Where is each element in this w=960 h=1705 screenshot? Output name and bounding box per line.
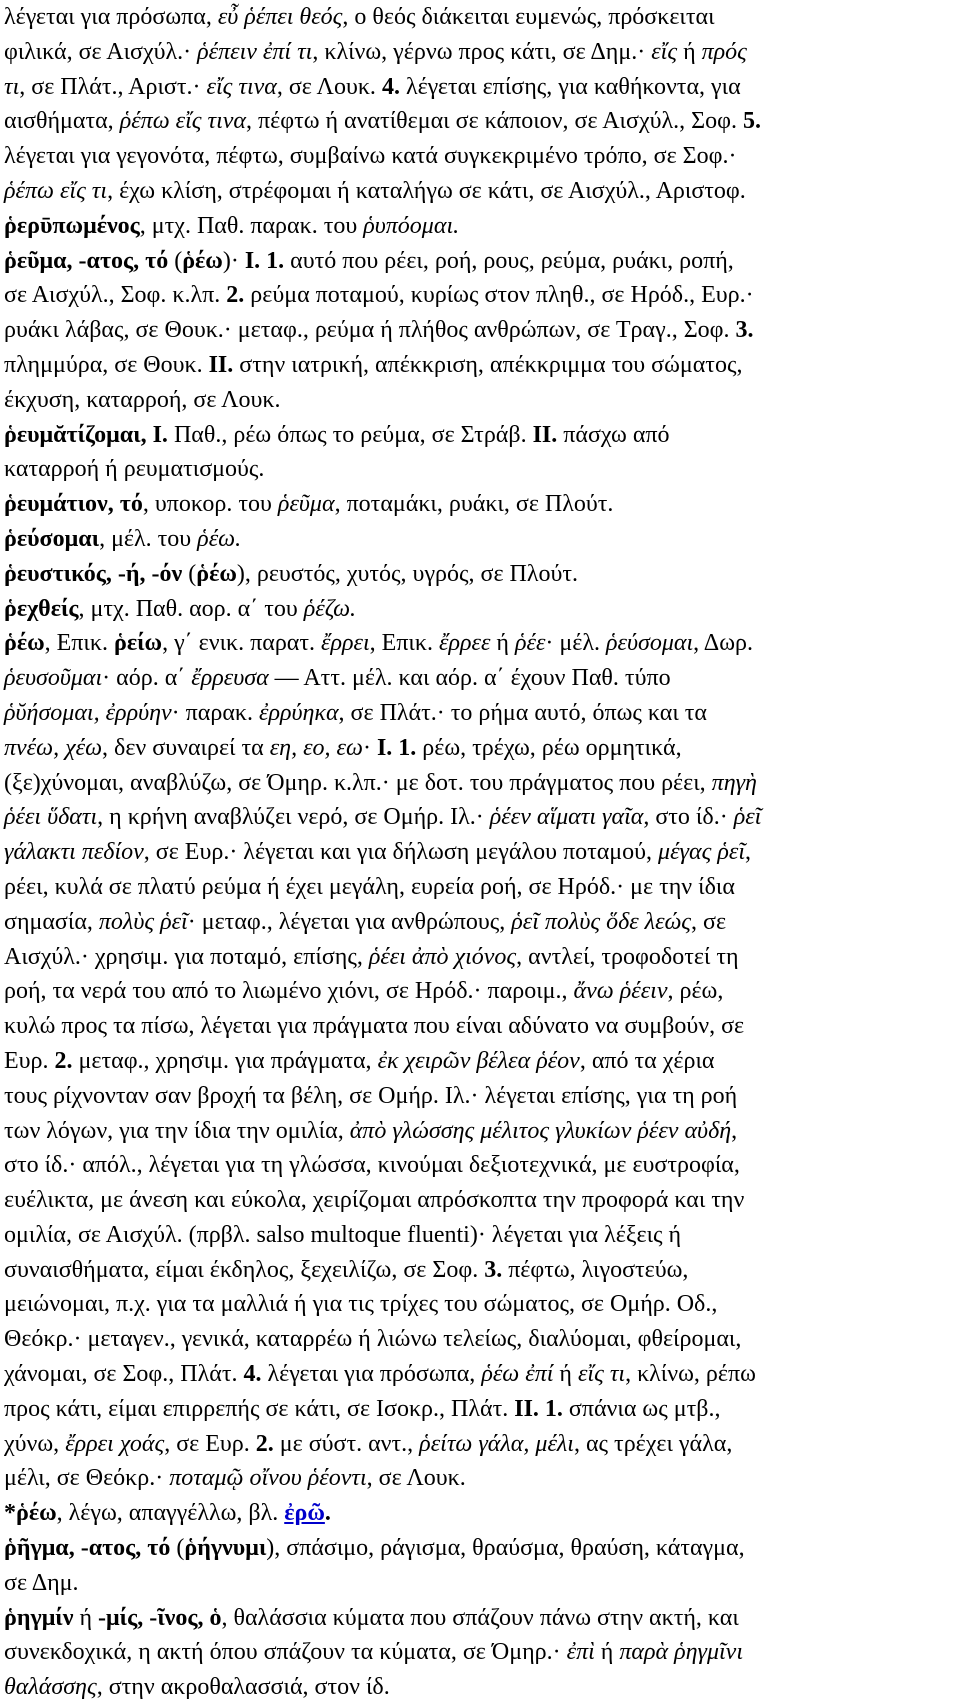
bold-run: ῥέω — [182, 247, 223, 274]
text-line — [4, 0, 948, 35]
text-run: , Δωρ. — [693, 630, 754, 657]
bold-run: ῥείω — [113, 630, 163, 657]
text-run: σε Αισχύλ., Σοφ. κ.λπ. — [4, 282, 227, 309]
text-run: , Επικ. — [44, 630, 114, 657]
text-line — [4, 1357, 948, 1392]
text-line — [4, 209, 948, 244]
text-run: , θαλάσσια κύματα που σπάζουν πάνω στην ακτή, και — [221, 1604, 739, 1631]
text-run: , σε Ευρ. — [164, 1430, 256, 1457]
italic-run: ἔρρει χοάς — [65, 1430, 165, 1457]
text-line — [4, 1635, 948, 1670]
bold-run: I. 1. — [244, 247, 285, 274]
italic-run: ἄνω ῥέειν — [573, 978, 668, 1005]
text-line — [4, 1287, 948, 1322]
text-run: , σε Πλάτ., Αριστ.· — [19, 73, 207, 100]
italic-run: ἔρρευσα — [191, 665, 269, 692]
text-run: Θεόκρ.· μεταγεν., γενικά, καταρρέω ή λιώνω τελείως, διαλύομαι, φθείρομαι, — [4, 1326, 742, 1353]
text-line — [4, 1079, 948, 1114]
text-run: , σε Πλάτ.· το ρήμα αυτό, όπως και τα — [338, 699, 708, 726]
text-run: ( — [182, 560, 197, 587]
text-line — [4, 1148, 948, 1183]
text-run: , από τα χέρια — [579, 1047, 715, 1074]
text-run: σπάνια ως μτβ., — [562, 1395, 721, 1422]
text-run: , ποταμάκι, ρυάκι, σε Πλούτ. — [334, 491, 614, 518]
text-run: ή — [553, 1361, 578, 1388]
text-run: ευέλικτα, με άνεση και εύκολα, χειρίζομαι απρόσκοπτα την προφορά και την — [4, 1187, 745, 1214]
italic-run: μέγας ῥεῖ — [658, 839, 745, 866]
text-run: λέγεται επίσης, για καθήκοντα, για — [399, 73, 741, 100]
text-run: , υποκορ. του — [142, 491, 278, 518]
text-run: , δεν συναιρεί τα — [102, 734, 270, 761]
text-line — [4, 1670, 948, 1705]
text-line — [4, 1496, 948, 1531]
text-line — [4, 1601, 948, 1636]
text-line — [4, 696, 948, 731]
italic-run: εἴς τι — [577, 1361, 626, 1388]
text-run: ρέω, τρέχω, ρέω ορμητικά, — [416, 734, 682, 761]
italic-run: ἐρρύηκα — [259, 699, 339, 726]
text-run: · παρακ. — [171, 699, 259, 726]
text-run: , σε Λουκ. — [276, 73, 382, 100]
text-run: κυλώ προς τα πίσω, λέγεται για πράγματα που είναι αδύνατο να συμβούν, σε — [4, 1013, 745, 1040]
text-run: , σε Λουκ. — [366, 1465, 466, 1492]
text-line — [4, 731, 948, 766]
text-line — [4, 104, 948, 139]
bold-run: 2. — [226, 282, 245, 309]
italic-run: ῥέζω. — [303, 595, 357, 622]
text-run: , έχω κλίση, στρέφομαι ή καταλήγω σε κάτι, σε Αισχύλ., Αριστοφ. — [107, 177, 746, 204]
italic-run: ῥέει ὕδατι — [4, 804, 98, 831]
text-line — [4, 313, 948, 348]
text-run: , γ΄ ενικ. παρατ. — [162, 630, 322, 657]
text-run: χύνω, — [4, 1430, 66, 1457]
bold-run: ῥευστικός, -ή, -όν — [4, 560, 183, 587]
italic-run: εὖ ῥέπει θεός — [217, 4, 343, 30]
text-run: λέγεται για πρόσωπα, — [4, 4, 218, 30]
bold-run: 3. — [484, 1256, 503, 1283]
text-run: , μτχ. Παθ. αορ. α΄ του — [78, 595, 304, 622]
bold-run: II. — [208, 351, 234, 378]
bold-run: -μίς, -ῖνος, ὁ — [98, 1604, 222, 1631]
text-line — [4, 1392, 948, 1427]
text-line — [4, 592, 948, 627]
text-run: , μέλ. του — [99, 525, 198, 552]
text-line — [4, 278, 948, 313]
text-run: πάσχω από — [557, 421, 670, 448]
text-run: · αόρ. α΄ — [102, 665, 192, 692]
text-run: Ευρ. — [4, 1047, 55, 1074]
text-run: συνεκδοχικά, η ακτή όπου σπάζουν τα κύματα, σε Όμηρ.· — [4, 1639, 567, 1666]
text-line — [4, 1009, 948, 1044]
text-line — [4, 244, 948, 279]
text-run: μέλι, σε Θεόκρ.· — [4, 1465, 170, 1492]
text-run: Παθ., ρέω όπως το ρεύμα, σε Στράβ. — [167, 421, 533, 448]
italic-run: εη, εο, εω — [269, 734, 363, 761]
text-run: συναισθήματα, είμαι έκδηλος, ξεχειλίζω, σε Σοφ. — [4, 1256, 485, 1283]
text-run: , στο ίδ.· — [643, 804, 734, 831]
text-line — [4, 1114, 948, 1149]
text-run: , Επικ. — [369, 630, 439, 657]
bold-run: ῥεχθείς — [4, 595, 79, 622]
text-run: , σε Ευρ.· λέγεται και για δήλωση μεγάλου ποταμού, — [143, 839, 659, 866]
text-run: · — [362, 734, 377, 761]
text-run: φιλικά, σε Αισχύλ.· — [4, 38, 198, 65]
text-run: πέφτω, λιγοστεύω, — [502, 1256, 689, 1283]
text-run: ή — [490, 630, 515, 657]
text-run: καταρροή ή ρευματισμούς. — [4, 456, 265, 483]
text-run: ( — [170, 1535, 185, 1562]
text-run: προς κάτι, είμαι επιρρεπής σε κάτι, σε Ισοκρ., Πλάτ. — [4, 1395, 515, 1422]
text-line — [4, 35, 948, 70]
bold-run: ῥεῦμα, -ατος, τό — [4, 247, 169, 274]
text-run: στην ιατρική, απέκκριση, απέκκριμμα του σώματος, — [233, 351, 743, 378]
text-run: (ξε)χύνομαι, αναβλύζω, σε Όμηρ. κ.λπ.· με δοτ. του πράγματος που ρέει, — [4, 769, 712, 796]
text-run: λέγεται για γεγονότα, πέφτω, συμβαίνω κατά συγκεκριμένο τρόπο, σε Σοφ.· — [4, 143, 737, 170]
italic-run: ῥέω ἐπί — [481, 1361, 554, 1388]
italic-run: ῥευσοῦμαι — [4, 665, 103, 692]
italic-run: ἐπὶ — [566, 1639, 595, 1666]
text-run: , μτχ. Παθ. παρακ. του — [139, 212, 364, 239]
text-line — [4, 766, 948, 801]
bold-run: 3. — [735, 317, 754, 344]
bold-run: 5. — [742, 108, 761, 135]
italic-run: ῥέω. — [197, 525, 242, 552]
text-line — [4, 835, 948, 870]
text-run: μεταφ., χρησιμ. για πράγματα, — [72, 1047, 378, 1074]
text-run: ρεύμα ποταμού, κυρίως στον πληθ., σε Ηρόδ., Ευρ.· — [244, 282, 754, 309]
bold-run: *ῥέω — [4, 1500, 57, 1527]
text-run: , η κρήνη αναβλύζει νερό, σε Ομήρ. Ιλ.· — [97, 804, 490, 831]
italic-run: πηγὴ — [711, 769, 757, 796]
text-run: , ο θεός διάκειται ευμενώς, πρόσκειται — [342, 4, 715, 30]
text-line — [4, 1253, 948, 1288]
italic-run: εἴς — [651, 38, 678, 65]
bold-run: ῥέω — [4, 630, 45, 657]
text-line — [4, 383, 948, 418]
text-run: — Αττ. μέλ. και αόρ. α΄ έχουν Παθ. τύπο — [268, 665, 671, 692]
text-run: , στην ακροθαλασσιά, στον ίδ. — [96, 1674, 390, 1701]
bold-run: ῥέω — [196, 560, 237, 587]
italic-run: πολὺς ῥεῖ — [98, 908, 188, 935]
italic-run: ἔρρεε — [438, 630, 491, 657]
bold-run: ῥερῡπωμένος — [4, 212, 140, 239]
bold-run: ῥεύσομαι — [4, 525, 100, 552]
text-run: )· — [222, 247, 245, 274]
bold-run: 4. — [243, 1361, 262, 1388]
text-run: σημασία, — [4, 908, 99, 935]
text-run: , σε — [691, 908, 727, 935]
italic-run: εἴς τινα — [206, 73, 277, 100]
italic-run: ἐκ χειρῶν βέλεα ῥέον — [377, 1047, 580, 1074]
text-run: ), ρευστός, χυτός, υγρός, σε Πλούτ. — [236, 560, 579, 587]
text-line — [4, 974, 948, 1009]
text-line — [4, 661, 948, 696]
italic-run: ῥεῖ πολὺς ὅδε λεώς — [511, 908, 692, 935]
italic-run: τι — [4, 73, 20, 100]
text-line — [4, 1183, 948, 1218]
text-run: ή — [677, 38, 702, 65]
text-run: ή — [594, 1639, 620, 1666]
text-run: , αντλεί, τροφοδοτεί τη — [516, 943, 739, 970]
text-run: των λόγων, για την ίδια την ομιλία, — [4, 1117, 350, 1144]
italic-run: ῥέπω εἴς τι — [4, 177, 108, 204]
text-run: , πέφτω ή ανατίθεμαι σε κάποιον, σε Αισχύλ., Σοφ. — [246, 108, 743, 135]
italic-run: παρὰ ῥηγμῖνι — [619, 1639, 743, 1666]
italic-run: ῥέπω εἴς τινα — [119, 108, 247, 135]
italic-run: ῥείτω γάλα, μέλι — [419, 1430, 574, 1457]
text-run: ρυάκι λάβας, σε Θουκ.· μεταφ., ρεύμα ή πλήθος ανθρώπων, σε Τραγ., Σοφ. — [4, 317, 736, 344]
text-line — [4, 487, 948, 522]
text-run: τους ρίχνονταν σαν βροχή τα βέλη, σε Ομήρ. Ιλ.· λέγεται επίσης, για τη ροή — [4, 1082, 738, 1109]
text-run: · μεταφ., λέγεται για ανθρώπους, — [187, 908, 512, 935]
text-run: ομιλία, σε Αισχύλ. (πρβλ. salso multoque fluenti)· λέγεται για λέξεις ή — [4, 1221, 682, 1248]
italic-run: ῥῠήσομαι, ἐρρύην — [4, 699, 172, 726]
bold-run: II. 1. — [514, 1395, 563, 1422]
bold-run: II. — [532, 421, 558, 448]
text-run: ροή, τα νερά του από το λιωμένο χιόνι, σε Ηρόδ.· παροιμ., — [4, 978, 574, 1005]
bold-run: ῥευμάτιον, τό — [4, 491, 143, 518]
text-line — [4, 940, 948, 975]
text-line — [4, 1461, 948, 1496]
text-line — [4, 870, 948, 905]
text-line — [4, 1044, 948, 1079]
text-line — [4, 1218, 948, 1253]
text-line — [4, 557, 948, 592]
text-run: έκχυση, καταρροή, σε Λουκ. — [4, 386, 281, 413]
italic-run: θαλάσσης — [4, 1674, 97, 1701]
bold-run: ῥήγνυμι — [184, 1535, 267, 1562]
italic-run: πνέω, χέω — [4, 734, 103, 761]
text-run: ή — [73, 1604, 99, 1631]
italic-run: ῥεύσομαι — [605, 630, 694, 657]
bold-run: ῥηγμίν — [4, 1604, 74, 1631]
text-run: αυτό που ρέει, ροή, ρους, ρεύμα, ρυάκι, ροπή, — [284, 247, 734, 274]
text-run: λέγεται για πρόσωπα, — [261, 1361, 482, 1388]
text-run: , — [745, 839, 751, 866]
text-line — [4, 452, 948, 487]
text-run: Αισχύλ.· χρησιμ. για ποταμό, επίσης, — [4, 943, 369, 970]
text-run: , ας τρέχει γάλα, — [573, 1430, 733, 1457]
text-run: · μέλ. — [545, 630, 606, 657]
bold-run: ῥευμᾰτίζομαι, I. — [4, 421, 168, 448]
text-run: πλημμύρα, σε Θουκ. — [4, 351, 209, 378]
text-run: αισθήματα, — [4, 108, 120, 135]
text-run: ρέει, κυλά σε πλατύ ρεύμα ή έχει μεγάλη, ευρεία ροή, σε Ηρόδ.· με την ίδια — [4, 873, 735, 900]
cross-reference-link[interactable]: ἐρῶ — [284, 1500, 325, 1527]
text-line — [4, 800, 948, 835]
italic-run: γάλακτι πεδίον — [4, 839, 144, 866]
italic-run: ῥέει ἀπὸ χιόνος — [368, 943, 517, 970]
text-line — [4, 1427, 948, 1462]
bold-run: I. 1. — [376, 734, 417, 761]
italic-run: ῥεῦμα — [277, 491, 335, 518]
text-run: στο ίδ.· απόλ., λέγεται για τη γλώσσα, κινούμαι δεξιοτεχνικά, με ευστροφία, — [4, 1152, 740, 1179]
italic-run: ῥέπειν ἐπί τι — [197, 38, 313, 65]
italic-run: ἀπὸ γλώσσης μέλιτος γλυκίων ῥέεν αὐδή — [349, 1117, 732, 1144]
text-run: χάνομαι, σε Σοφ., Πλάτ. — [4, 1361, 244, 1388]
text-line — [4, 139, 948, 174]
text-run: σε Δημ. — [4, 1569, 79, 1596]
italic-run: πρός — [701, 38, 747, 65]
text-line — [4, 348, 948, 383]
italic-run: ἔρρει — [321, 630, 370, 657]
text-line — [4, 626, 948, 661]
text-run: μειώνομαι, π.χ. για τα μαλλιά ή για τις τρίχες του σώματος, σε Ομήρ. Οδ., — [4, 1291, 718, 1318]
bold-run: 4. — [381, 73, 400, 100]
bold-run: 2. — [255, 1430, 274, 1457]
text-line — [4, 174, 948, 209]
bold-run: ῥῆγμα, -ατος, τό — [4, 1535, 171, 1562]
text-run: ( — [168, 247, 183, 274]
text-line — [4, 1322, 948, 1357]
italic-run: ῥέε — [514, 630, 546, 657]
text-run: ), σπάσιμο, ράγισμα, θραύσμα, θραύση, κάταγμα, — [266, 1535, 745, 1562]
text-line — [4, 905, 948, 940]
italic-run: ῥέεν αἵματι γαῖα — [489, 804, 644, 831]
italic-run: ῥεῖ — [733, 804, 762, 831]
text-run: , λέγω, απαγγέλλω, βλ. — [56, 1500, 285, 1527]
text-line — [4, 418, 948, 453]
text-run: , ρέω, — [667, 978, 724, 1005]
bold-run: 2. — [54, 1047, 73, 1074]
italic-run: ῥυπόομαι. — [363, 212, 460, 239]
text-line — [4, 522, 948, 557]
text-line — [4, 1531, 948, 1566]
bold-run: . — [324, 1500, 331, 1527]
text-run: , κλίνω, ρέπω — [625, 1361, 756, 1388]
text-run: , κλίνω, γέρνω προς κάτι, σε Δημ.· — [312, 38, 652, 65]
text-run: , — [731, 1117, 738, 1144]
italic-run: ποταμῷ οἴνου ῥέοντι — [169, 1465, 367, 1492]
text-line — [4, 1566, 948, 1601]
text-line — [4, 70, 948, 105]
text-run: με σύστ. αντ., — [273, 1430, 420, 1457]
